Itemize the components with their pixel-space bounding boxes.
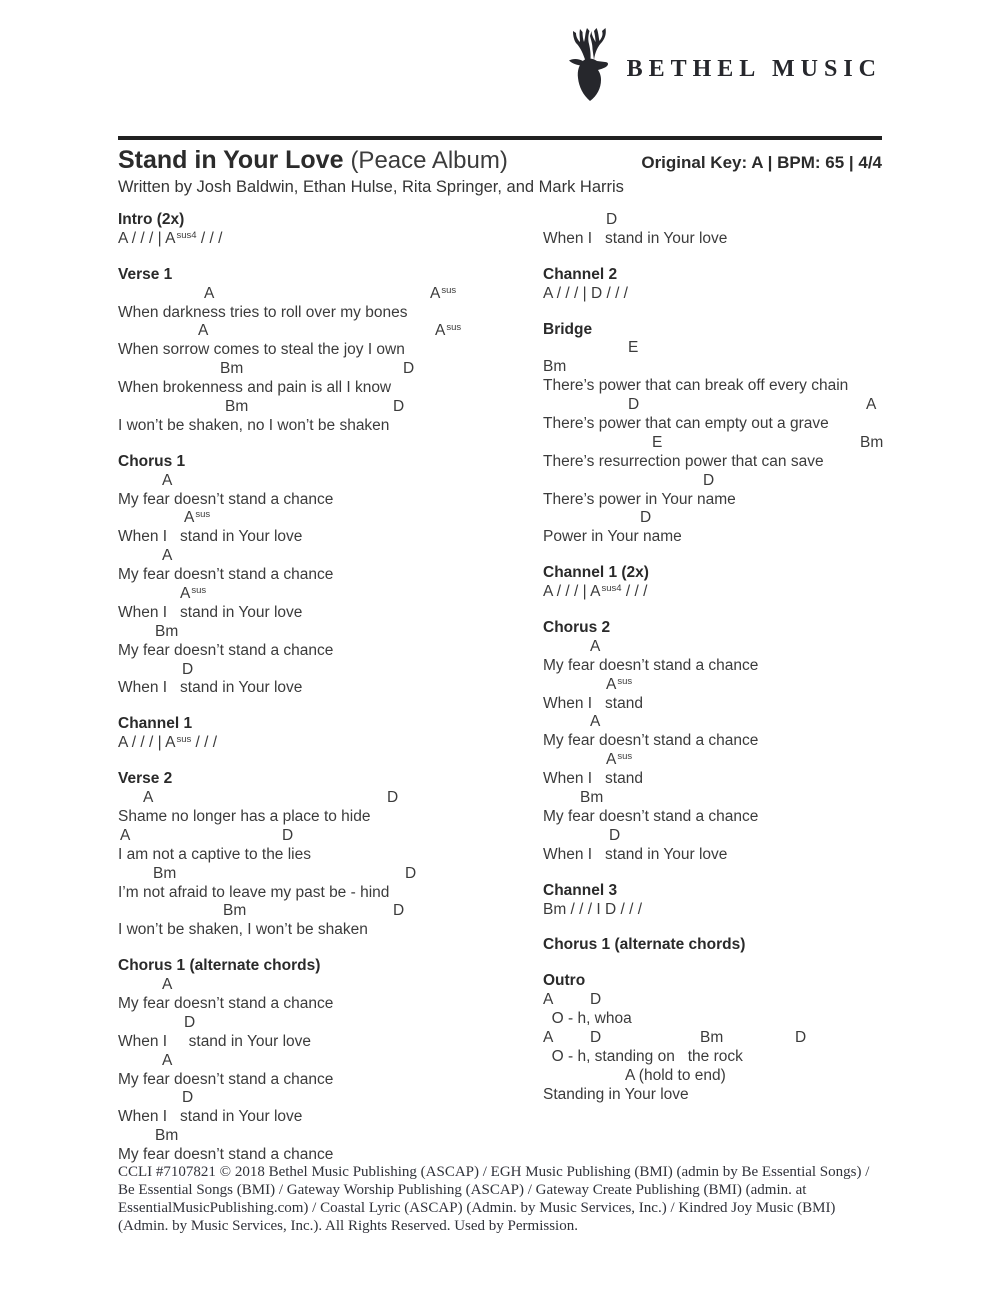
chord: $A^{sus}$ (430, 284, 457, 302)
chord: Bm (155, 622, 179, 640)
chord-line (118, 623, 543, 642)
lyric-line: When I stand in Your love (543, 845, 728, 863)
song-subtitle: (Peace Album) (350, 147, 508, 174)
chord: $A^{sus}$ (435, 322, 462, 340)
song-section (543, 619, 882, 865)
song-title: Stand in Your Love (118, 146, 351, 174)
song-section (543, 211, 882, 249)
song-section (543, 882, 882, 920)
chord: A (590, 713, 601, 731)
header-divider (118, 136, 882, 140)
section-heading: Chorus 2 (543, 619, 611, 637)
chord: E (628, 339, 639, 357)
lyric-line: My fear doesn’t stand a chance (118, 566, 334, 584)
chord-line (543, 713, 882, 732)
chord: D (590, 1028, 602, 1046)
chord-line (543, 211, 882, 230)
song-title-group (118, 147, 508, 177)
chord: A (198, 322, 209, 340)
chord: D (609, 826, 621, 844)
chord: $A^{sus}$ (184, 509, 211, 527)
chord-line (118, 1127, 543, 1146)
chord: A (590, 637, 601, 655)
lyric-line: When I stand in Your love (118, 1032, 312, 1050)
section-heading: Channel 1 (118, 715, 193, 733)
chord: $A^{sus}$ (606, 751, 633, 769)
chord-line (118, 585, 543, 604)
page-header (0, 0, 1000, 104)
chord-line (543, 789, 882, 808)
lyric-line: When darkness tries to roll over my bones (118, 303, 408, 321)
lyric-line: When I stand in Your love (118, 679, 303, 697)
section-heading: Chorus 1 (alternate chords) (118, 957, 321, 975)
lyric-line: O - h, standing on the rock (543, 1047, 743, 1065)
chord: Bm (860, 433, 884, 451)
chord: Bm (225, 398, 249, 416)
chord-line (543, 358, 882, 377)
lyric-line: My fear doesn’t stand a chance (543, 807, 759, 825)
chord: D (405, 864, 417, 882)
byline: Written by Josh Baldwin, Ethan Hulse, Rita Springer, and Mark Harris (118, 178, 624, 196)
section-heading: Outro (543, 972, 586, 990)
brand-wordmark: BETHEL MUSIC (626, 55, 882, 82)
chord: A (162, 976, 173, 994)
song-section (118, 957, 543, 1165)
chord: D (403, 360, 415, 378)
chord-line (118, 398, 543, 417)
section-heading: Chorus 1 (alternate chords) (543, 936, 746, 954)
lyric-line: When I stand in Your love (118, 528, 303, 546)
lyric-line: When sorrow comes to steal the joy I own (118, 341, 405, 359)
lyric-line: I’m not afraid to leave my past be - hind (118, 883, 390, 901)
lyric-line: I am not a captive to the lies (118, 845, 311, 863)
chord-line (118, 661, 543, 680)
chord: A (162, 471, 173, 489)
bethel-music-logo (118, 26, 882, 104)
song-section (118, 211, 543, 249)
chord-line (543, 1067, 882, 1086)
chord: D (282, 826, 294, 844)
song-section (543, 266, 882, 304)
lyric-line: My fear doesn’t stand a chance (543, 732, 759, 750)
chord: A (162, 547, 173, 565)
chord: D (606, 211, 618, 228)
chord: Bm (220, 360, 244, 378)
chord-progression-line: Bm / / / I D / / / (543, 900, 643, 918)
chord: A (543, 1028, 554, 1046)
chord-line (543, 472, 882, 491)
song-section (543, 321, 882, 548)
chord: A (866, 396, 877, 414)
song-section (118, 453, 543, 699)
lyric-line: There’s power that can break off every chain (543, 377, 849, 395)
chart-column-right (543, 211, 882, 1165)
lyric-line: There’s resurrection power that can save (543, 452, 824, 470)
section-heading: Channel 3 (543, 881, 618, 899)
chord: D (795, 1028, 807, 1046)
chord: D (640, 509, 652, 527)
chord-line (543, 339, 882, 358)
section-heading: Channel 1 (2x) (543, 564, 649, 582)
chord-progression-line: A / / / | $A^{sus}$ / / / (118, 734, 218, 752)
chord-line (118, 509, 543, 528)
chord-line (118, 865, 543, 884)
section-heading: Chorus 1 (118, 452, 186, 470)
chord-chart (118, 211, 882, 1165)
chord: D (703, 471, 715, 489)
chord-progression-line: A / / / | $A^{sus4}$ / / / (543, 583, 648, 601)
chord-line (543, 991, 882, 1010)
chord-progression-line: A / / / | D / / / (543, 284, 628, 302)
chord-line (118, 360, 543, 379)
song-section (118, 770, 543, 940)
chord-line (543, 751, 882, 770)
chord-line (118, 789, 543, 808)
chord: D (628, 396, 640, 414)
lyric-line: My fear doesn’t stand a chance (118, 641, 334, 659)
lyric-line: My fear doesn’t stand a chance (118, 1070, 334, 1088)
chord-line (118, 322, 543, 341)
song-section (543, 564, 882, 602)
section-heading: Verse 1 (118, 265, 173, 283)
chord: D (184, 1013, 196, 1031)
chord-line (118, 827, 543, 846)
chord: Bm (155, 1127, 179, 1145)
chord: A (543, 991, 554, 1009)
title-row (118, 147, 882, 177)
chord: A (120, 826, 131, 844)
chart-column-left (118, 211, 543, 1165)
section-heading: Verse 2 (118, 770, 173, 788)
chord: D (590, 991, 602, 1009)
chord: D (393, 398, 405, 416)
chord: A (143, 789, 154, 807)
lyric-line: My fear doesn’t stand a chance (118, 994, 334, 1012)
chord-line (118, 1014, 543, 1033)
chord: $A^{sus}$ (180, 585, 207, 603)
deer-icon (564, 24, 618, 107)
section-heading: Bridge (543, 320, 593, 338)
chord-line (543, 1029, 882, 1048)
lyric-line: I won’t be shaken, no I won’t be shaken (118, 416, 390, 434)
chord-line (543, 638, 882, 657)
lyric-line: Shame no longer has a place to hide (118, 807, 371, 825)
lyric-line: There’s power that can empty out a grave (543, 415, 829, 433)
lyric-line: My fear doesn’t stand a chance (118, 490, 334, 508)
chord: D (393, 902, 405, 920)
chord-line (118, 547, 543, 566)
song-section (118, 266, 543, 436)
chord: Bm (153, 864, 177, 882)
chord-progression-line: A / / / | $A^{sus4}$ / / / (118, 229, 223, 247)
song-section (543, 936, 882, 955)
chord: A (162, 1051, 173, 1069)
chord-line (118, 285, 543, 304)
chord: E (652, 433, 663, 451)
lyric-line: When I stand in Your love (118, 1108, 303, 1126)
chord-line (118, 472, 543, 491)
song-meta: Original Key: A | BPM: 65 | 4/4 (641, 153, 882, 172)
lyric-line: When I stand (543, 694, 643, 712)
lyric-line: Power in Your name (543, 528, 682, 546)
chord: $A^{sus}$ (606, 675, 633, 693)
chord: Bm (543, 358, 567, 376)
chord: D (182, 660, 194, 678)
lyric-line: There’s power in Your name (543, 490, 736, 508)
lyric-line: I won’t be shaken, I won’t be shaken (118, 921, 368, 939)
lyric-line: When I stand (543, 770, 643, 788)
chord: Bm (223, 902, 247, 920)
lyric-line: My fear doesn’t stand a chance (543, 656, 759, 674)
chord-line (543, 827, 882, 846)
lyric-line: My fear doesn’t stand a chance (118, 1146, 334, 1164)
lyric-line: Standing in Your love (543, 1085, 689, 1103)
lyric-line: When I stand in Your love (543, 229, 728, 247)
copyright-footer: CCLI #7107821 © 2018 Bethel Music Publishing (ASCAP) / EGH Music Publishing (BMI) (admin by Be Essential Songs) / Be Essential Songs (BMI) / Gateway Worship Publishing (ASCAP) / Gateway Create Publishing (BMI) (admin. at EssentialMusicPublishing.com) / Coastal Lyric (ASCAP) (Admin. by Music Services, Inc.) / Kindred Joy Music (BMI) (Admin. by Music Services, Inc.). All Rights Reserved. Used by Permission. (118, 1164, 870, 1234)
chord: D (387, 789, 399, 807)
lyric-line: O - h, whoa (543, 1010, 632, 1028)
chord-line (543, 676, 882, 695)
chord: A (204, 284, 215, 302)
chord-line (543, 434, 882, 453)
section-heading: Channel 2 (543, 265, 618, 283)
chord: Bm (700, 1028, 724, 1046)
chord-line (543, 509, 882, 528)
chord: A (hold to end) (625, 1066, 726, 1084)
chord-line (118, 976, 543, 995)
chord-line (118, 1089, 543, 1108)
chord: D (182, 1089, 194, 1107)
chord-line (118, 1052, 543, 1071)
song-section (118, 715, 543, 753)
chord-line (543, 396, 882, 415)
song-section (543, 972, 882, 1104)
lyric-line: When brokenness and pain is all I know (118, 379, 392, 397)
chord: Bm (580, 789, 604, 807)
chord-line (118, 902, 543, 921)
lyric-line: When I stand in Your love (118, 603, 303, 621)
section-heading: Intro (2x) (118, 211, 185, 228)
